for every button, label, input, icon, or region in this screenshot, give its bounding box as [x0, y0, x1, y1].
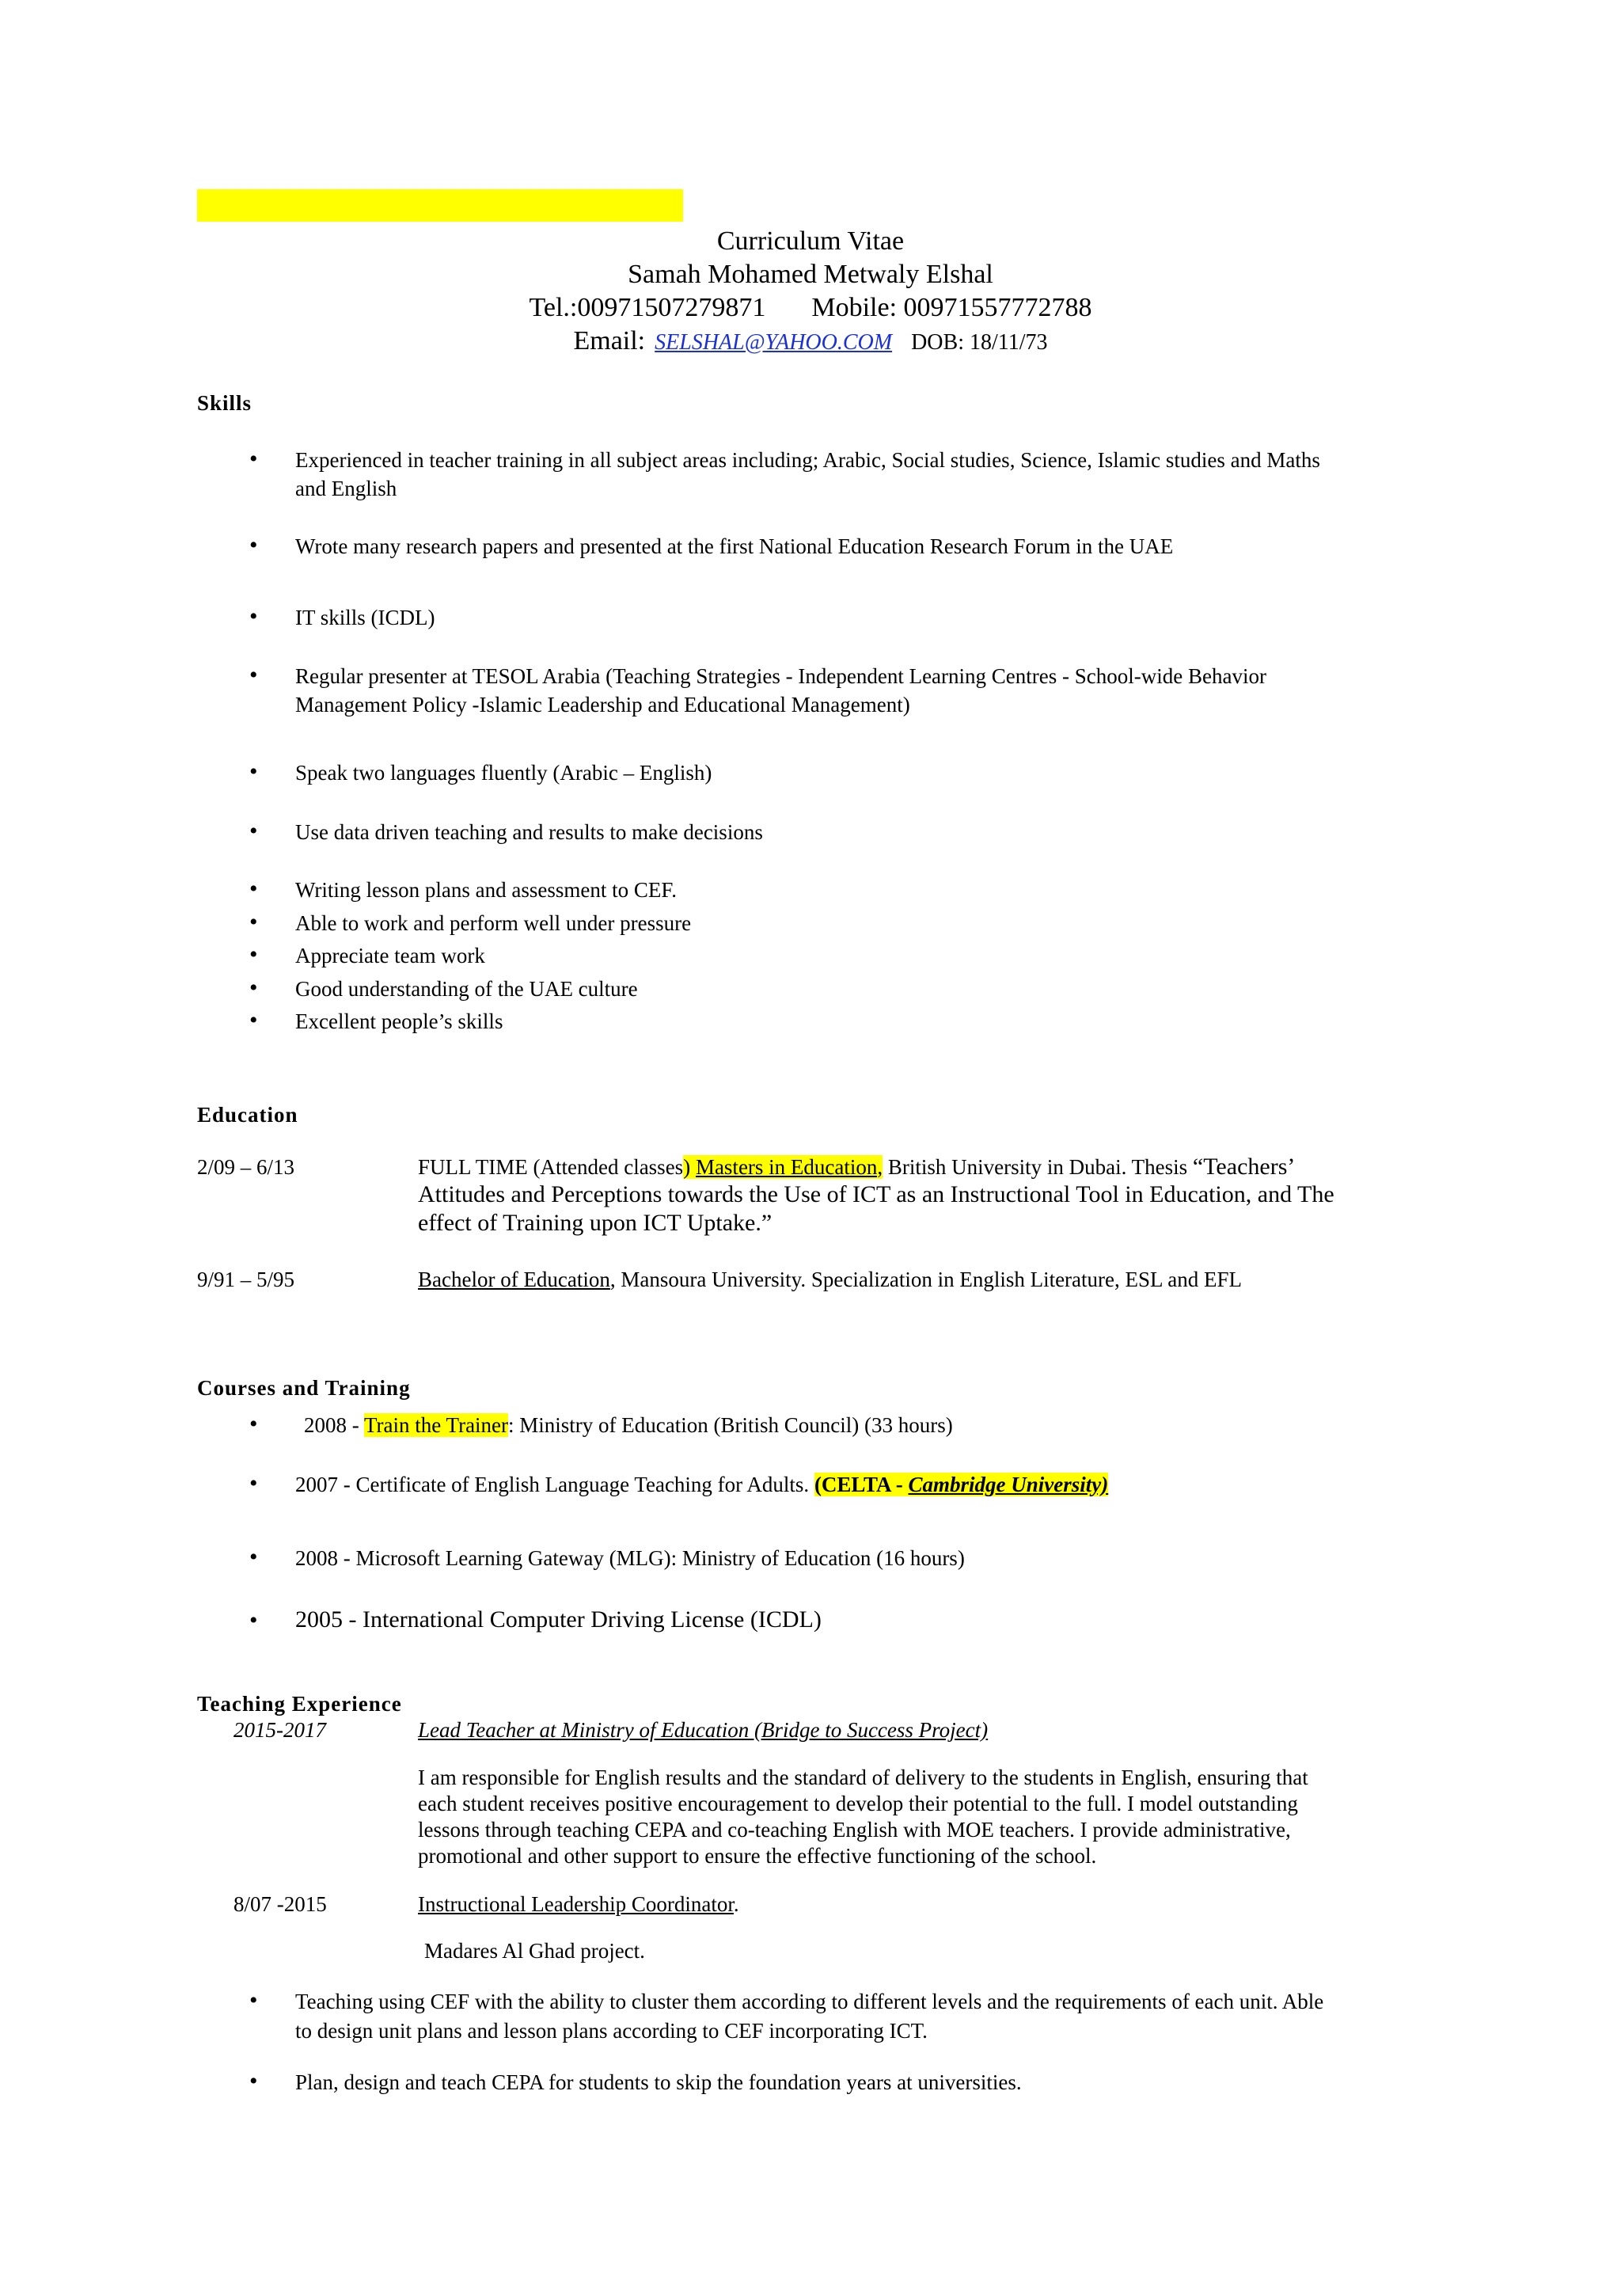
email-label: Email:: [573, 326, 646, 355]
experience-bullet: Plan, design and teach CEPA for students to skip the foundation years at universities.: [295, 2070, 1022, 2094]
bullet-icon: •: [249, 2068, 258, 2094]
bullet-icon: •: [249, 1987, 258, 2013]
job-project: Madares Al Ghad project.: [424, 1939, 645, 1963]
education-detail: FULL TIME (Attended classes) Masters in Education, British University in Dubai. Thesis “Teachers’: [418, 1154, 1296, 1180]
skill-item: Writing lesson plans and assessment to CEF.: [295, 878, 677, 902]
bullet-icon: •: [249, 941, 258, 967]
highlight-bar: [197, 189, 683, 222]
bullet-icon: •: [249, 1411, 258, 1437]
masters-degree: Masters in Education: [695, 1155, 878, 1179]
skill-item: Wrote many research papers and presented at the first National Education Research Forum in the UAE: [295, 534, 1174, 558]
education-detail: Bachelor of Education, Mansoura University. Specialization in English Literature, ESL and EFL: [418, 1268, 1242, 1291]
document-title: Curriculum Vitae: [716, 226, 905, 256]
date-of-birth: DOB: 18/11/73: [911, 330, 1048, 355]
experience-heading: Teaching Experience: [197, 1692, 402, 1716]
bullet-icon: •: [249, 975, 258, 1001]
bullet-icon: •: [249, 446, 258, 472]
skill-item: Able to work and perform well under pressure: [295, 911, 692, 935]
job-description: lessons through teaching CEPA and co-teaching English with MOE teachers. I provide administrative,: [418, 1818, 1291, 1842]
skill-item: Excellent people’s skills: [295, 1009, 503, 1033]
job-date: 2015-2017: [233, 1718, 326, 1742]
bullet-icon: •: [249, 1544, 258, 1570]
education-detail: Attitudes and Perceptions towards the Use of ICT as an Instructional Tool in Education, and The: [418, 1181, 1334, 1207]
bullet-icon: •: [249, 603, 258, 629]
job-description: promotional and other support to ensure the effective functioning of the school.: [418, 1844, 1097, 1868]
bullet-icon: •: [249, 532, 258, 558]
bullet-icon: •: [249, 909, 258, 935]
skill-item: Appreciate team work: [295, 944, 485, 967]
course-item: 2008 - Microsoft Learning Gateway (MLG): Ministry of Education (16 hours): [295, 1546, 965, 1570]
bullet-icon: •: [249, 818, 258, 844]
job-date: 8/07 -2015: [233, 1892, 327, 1916]
email-line: [0, 325, 1621, 359]
bachelor-degree: Bachelor of Education: [418, 1268, 610, 1291]
education-heading: Education: [197, 1103, 298, 1127]
skill-item: Use data driven teaching and results to make decisions: [295, 820, 763, 844]
bullet-icon: •: [249, 1007, 258, 1033]
bullet-icon: •: [249, 758, 258, 785]
skill-item: and English: [295, 477, 397, 500]
candidate-name: Samah Mohamed Metwaly Elshal: [628, 260, 993, 289]
course-item: 2007 - Certificate of English Language Teaching for Adults. (CELTA - Cambridge University): [295, 1473, 1109, 1496]
mobile-number: Mobile: 00971557772788: [811, 293, 1092, 322]
skill-item: Speak two languages fluently (Arabic – English): [295, 761, 712, 785]
education-date: 9/91 – 5/95: [197, 1268, 295, 1291]
education-detail: effect of Training upon ICT Uptake.”: [418, 1210, 773, 1236]
tel-number: Tel.:00971507279871: [529, 293, 766, 322]
email-link[interactable]: SELSHAL@YAHOO.COM: [655, 330, 893, 355]
skill-item: IT skills (ICDL): [295, 606, 435, 629]
bullet-icon: •: [249, 662, 258, 688]
skill-item: Experienced in teacher training in all subject areas including; Arabic, Social studies, Science, Islamic studies and Maths: [295, 448, 1320, 472]
course-item: 2008 - Train the Trainer: Ministry of Education (British Council) (33 hours): [304, 1413, 953, 1437]
job-description: each student receives positive encouragement to develop their potential to the full. I model outstanding: [418, 1792, 1298, 1815]
experience-bullet: to design unit plans and lesson plans according to CEF incorporating ICT.: [295, 2019, 928, 2043]
experience-bullet: Teaching using CEF with the ability to cluster them according to different levels and the requirements of each unit. Able: [295, 1990, 1324, 2013]
job-title: Instructional Leadership Coordinator.: [418, 1892, 739, 1916]
skill-item: Good understanding of the UAE culture: [295, 977, 638, 1001]
job-title: Lead Teacher at Ministry of Education (Bridge to Success Project): [418, 1718, 989, 1742]
skills-heading: Skills: [197, 391, 252, 415]
bullet-icon: •: [249, 876, 258, 902]
courses-heading: Courses and Training: [197, 1376, 411, 1400]
phone-line: [0, 292, 1621, 324]
course-item: 2005 - International Computer Driving License (ICDL): [295, 1606, 822, 1633]
bullet-icon: •: [249, 1470, 258, 1496]
skill-item: Regular presenter at TESOL Arabia (Teaching Strategies - Independent Learning Centres - School-wide Behavior: [295, 664, 1266, 688]
job-description: I am responsible for English results and the standard of delivery to the students in English, ensuring that: [418, 1766, 1308, 1789]
skill-item: Management Policy -Islamic Leadership and Educational Management): [295, 693, 910, 717]
education-date: 2/09 – 6/13: [197, 1155, 295, 1179]
bullet-icon: •: [249, 1607, 258, 1633]
